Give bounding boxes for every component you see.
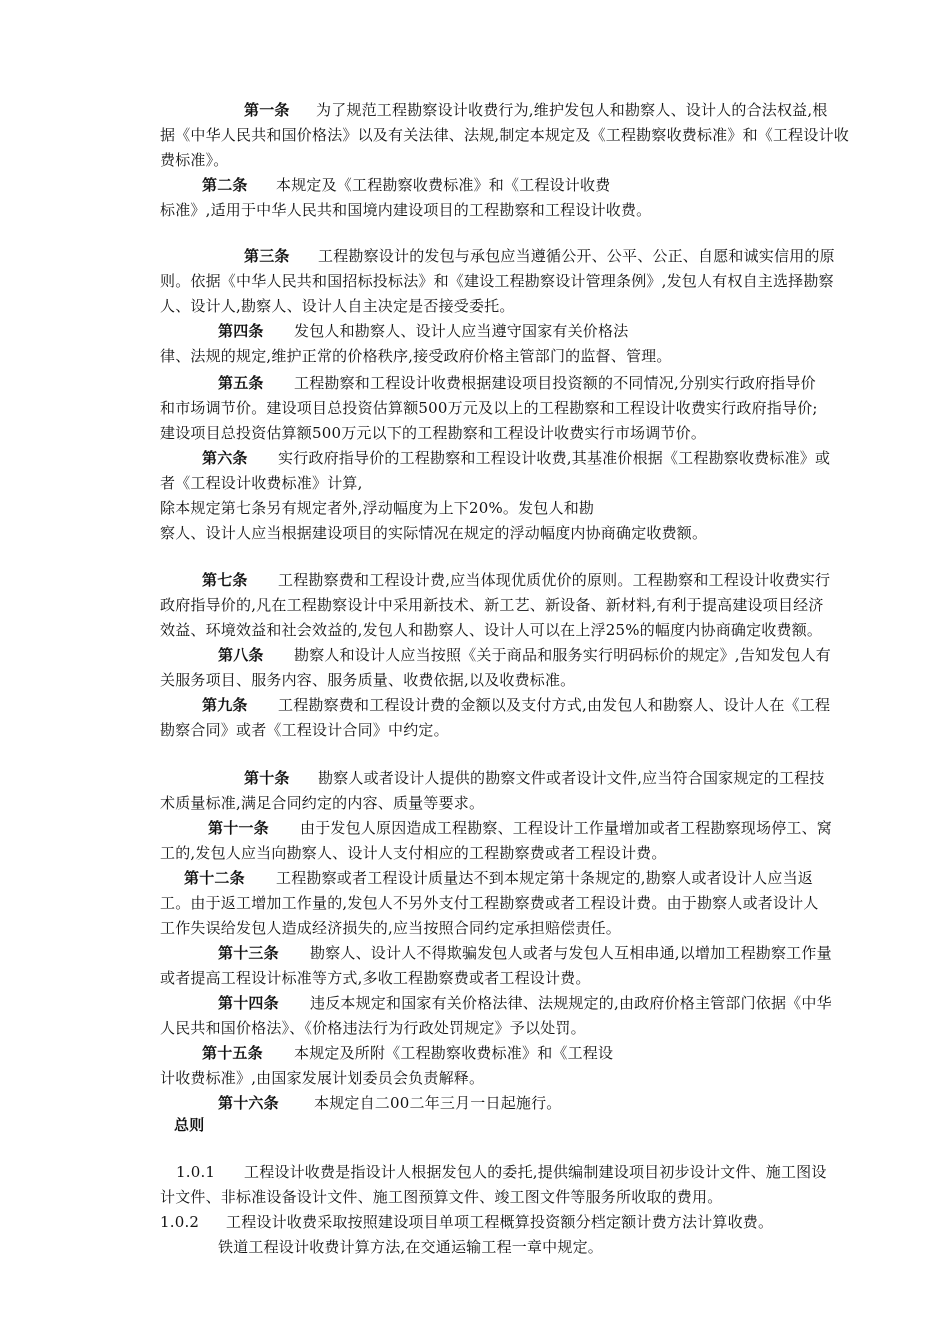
article-10-label: 第十条 bbox=[244, 769, 290, 787]
article-6-label: 第六条 bbox=[202, 449, 248, 467]
article-2-text-1: 本规定及《工程勘察收费标准》和《工程设计收费 bbox=[276, 176, 611, 194]
article-7-text-2: 政府指导价的,凡在工程勘察设计中采用新技术、新工艺、新设备、新材料,有利于提高建设项目经济 bbox=[160, 596, 824, 614]
article-6-line-3 bbox=[160, 497, 884, 519]
article-4-text-2: 律、法规的规定,维护正常的价格秩序,接受政府价格主管部门的监督、管理。 bbox=[160, 347, 672, 365]
article-8-line-1 bbox=[160, 644, 884, 666]
article-15-text-1: 本规定及所附《工程勘察收费标准》和《工程设 bbox=[294, 1044, 614, 1062]
article-4-label: 第四条 bbox=[218, 322, 264, 340]
article-7-text-1: 工程勘察费和工程设计费,应当体现优质优价的原则。工程勘察和工程设计收费实行 bbox=[278, 571, 831, 589]
article-11-text-1: 由于发包人原因造成工程勘察、工程设计工作量增加或者工程勘察现场停工、窝 bbox=[300, 819, 833, 837]
article-11-line-2 bbox=[160, 842, 884, 864]
article-7-line-2 bbox=[160, 594, 884, 616]
article-14-line-2 bbox=[160, 1017, 884, 1039]
article-1-label: 第一条 bbox=[244, 101, 290, 119]
article-6-line-4 bbox=[160, 522, 884, 544]
article-3-text-2: 则。依据《中华人民共和国招标投标法》和《建设工程勘察设计管理条例》,发包人有权自主选择勘察 bbox=[160, 272, 834, 290]
article-6-text-2: 者《工程设计收费标准》计算, bbox=[160, 474, 363, 492]
article-5-label: 第五条 bbox=[218, 374, 264, 392]
article-3-line-1 bbox=[160, 245, 884, 267]
article-15-line-2 bbox=[160, 1067, 884, 1089]
article-3-label: 第三条 bbox=[244, 247, 290, 265]
article-1-line-3 bbox=[160, 149, 884, 171]
article-15-line-1 bbox=[160, 1042, 884, 1064]
article-16-line-1 bbox=[160, 1092, 884, 1114]
clause-1-0-1-line-1 bbox=[160, 1161, 884, 1183]
article-11-label: 第十一条 bbox=[208, 819, 269, 837]
article-3-line-3 bbox=[160, 295, 884, 317]
article-4-line-1 bbox=[160, 320, 884, 342]
article-2-line-2 bbox=[160, 199, 884, 221]
article-1-text-3: 费标准》。 bbox=[160, 151, 229, 169]
article-14-line-1 bbox=[160, 992, 884, 1014]
article-9-line-1 bbox=[160, 694, 884, 716]
article-5-text-2: 和市场调节价。建设项目总投资估算额500万元及以上的工程勘察和工程设计收费实行政府指导价; bbox=[160, 399, 818, 417]
clause-1-0-1-line-2 bbox=[160, 1186, 884, 1208]
article-5-text-3: 建设项目总投资估算额500万元以下的工程勘察和工程设计收费实行市场调节价。 bbox=[160, 424, 707, 442]
article-9-text-2: 勘察合同》或者《工程设计合同》中约定。 bbox=[160, 721, 449, 739]
article-6-text-4: 察人、设计人应当根据建设项目的实际情况在规定的浮动幅度内协商确定收费额。 bbox=[160, 524, 708, 542]
clause-1-0-1-number: 1.0.1 bbox=[176, 1163, 216, 1181]
article-6-line-1 bbox=[160, 447, 884, 469]
article-8-text-2: 关服务项目、服务内容、服务质量、收费依据,以及收费标准。 bbox=[160, 671, 576, 689]
clause-1-0-2-number: 1.0.2 bbox=[160, 1213, 200, 1231]
article-14-label: 第十四条 bbox=[218, 994, 279, 1012]
article-13-text-2: 或者提高工程设计标准等方式,多收工程勘察费或者工程设计费。 bbox=[160, 969, 591, 987]
article-10-text-2: 术质量标准,满足合同约定的内容、质量等要求。 bbox=[160, 794, 485, 812]
article-2-line-1 bbox=[160, 174, 884, 196]
article-5-line-2 bbox=[160, 397, 884, 419]
article-10-line-1 bbox=[160, 767, 884, 789]
article-16-label: 第十六条 bbox=[218, 1094, 279, 1112]
article-12-line-2 bbox=[160, 892, 884, 914]
article-16-text-1: 本规定自二00二年三月一日起施行。 bbox=[314, 1094, 562, 1112]
article-12-line-1 bbox=[160, 867, 884, 889]
article-5-line-1 bbox=[160, 372, 884, 394]
article-8-text-1: 勘察人和设计人应当按照《关于商品和服务实行明码标价的规定》,告知发包人有 bbox=[294, 646, 831, 664]
article-2-label: 第二条 bbox=[202, 176, 248, 194]
article-12-text-1: 工程勘察或者工程设计质量达不到本规定第十条规定的,勘察人或者设计人应当返 bbox=[276, 869, 813, 887]
article-2-text-2: 标准》,适用于中华人民共和国境内建设项目的工程勘察和工程设计收费。 bbox=[160, 201, 652, 219]
article-4-text-1: 发包人和勘察人、设计人应当遵守国家有关价格法 bbox=[294, 322, 629, 340]
article-11-line-1 bbox=[160, 817, 884, 839]
article-3-line-2 bbox=[160, 270, 884, 292]
article-15-label: 第十五条 bbox=[202, 1044, 263, 1062]
article-10-text-1: 勘察人或者设计人提供的勘察文件或者设计文件,应当符合国家规定的工程技 bbox=[318, 769, 825, 787]
article-12-label: 第十二条 bbox=[184, 869, 245, 887]
article-6-line-2 bbox=[160, 472, 884, 494]
article-1-text-2: 据《中华人民共和国价格法》以及有关法律、法规,制定本规定及《工程勘察收费标准》和《工程设计收 bbox=[160, 126, 849, 144]
article-13-text-1: 勘察人、设计人不得欺骗发包人或者与发包人互相串通,以增加工程勘察工作量 bbox=[310, 944, 832, 962]
clause-1-0-1-text-1: 工程设计收费是指设计人根据发包人的委托,提供编制建设项目初步设计文件、施工图设 bbox=[244, 1163, 827, 1181]
article-13-line-2 bbox=[160, 967, 884, 989]
section-heading-line bbox=[160, 1114, 884, 1136]
article-15-text-2: 计收费标准》,由国家发展计划委员会负责解释。 bbox=[160, 1069, 485, 1087]
clause-1-0-2-text-2: 铁道工程设计收费计算方法,在交通运输工程一章中规定。 bbox=[218, 1238, 603, 1256]
clause-1-0-2-line-2 bbox=[160, 1236, 884, 1258]
article-1-line-2 bbox=[160, 124, 884, 146]
article-7-label: 第七条 bbox=[202, 571, 248, 589]
clause-1-0-2-line-1 bbox=[160, 1211, 884, 1233]
article-9-text-1: 工程勘察费和工程设计费的金额以及支付方式,由发包人和勘察人、设计人在《工程 bbox=[278, 696, 831, 714]
article-8-line-2 bbox=[160, 669, 884, 691]
article-5-text-1: 工程勘察和工程设计收费根据建设项目投资额的不同情况,分别实行政府指导价 bbox=[294, 374, 816, 392]
article-5-line-3 bbox=[160, 422, 884, 444]
article-1-line-1 bbox=[160, 99, 884, 121]
article-3-text-3: 人、设计人,勘察人、设计人自主决定是否接受委托。 bbox=[160, 297, 515, 315]
article-4-line-2 bbox=[160, 345, 884, 367]
article-7-line-3 bbox=[160, 619, 884, 641]
article-7-line-1 bbox=[160, 569, 884, 591]
article-6-text-3: 除本规定第七条另有规定者外,浮动幅度为上下20%。发包人和勘 bbox=[160, 499, 595, 517]
article-10-line-2 bbox=[160, 792, 884, 814]
article-14-text-1: 违反本规定和国家有关价格法律、法规规定的,由政府价格主管部门依据《中华 bbox=[310, 994, 832, 1012]
article-11-text-2: 工的,发包人应当向勘察人、设计人支付相应的工程勘察费或者工程设计费。 bbox=[160, 844, 667, 862]
article-8-label: 第八条 bbox=[218, 646, 264, 664]
article-6-text-1: 实行政府指导价的工程勘察和工程设计收费,其基准价根据《工程勘察收费标准》或 bbox=[278, 449, 831, 467]
article-9-label: 第九条 bbox=[202, 696, 248, 714]
article-13-label: 第十三条 bbox=[218, 944, 279, 962]
article-9-line-2 bbox=[160, 719, 884, 741]
article-14-text-2: 人民共和国价格法》、《价格违法行为行政处罚规定》予以处罚。 bbox=[160, 1019, 586, 1037]
article-12-text-3: 工作失误给发包人造成经济损失的,应当按照合同约定承担赔偿责任。 bbox=[160, 919, 621, 937]
section-heading: 总则 bbox=[174, 1116, 205, 1134]
clause-1-0-2-text-1: 工程设计收费采取按照建设项目单项工程概算投资额分档定额计费方法计算收费。 bbox=[226, 1213, 774, 1231]
article-12-text-2: 工。由于返工增加工作量的,发包人不另外支付工程勘察费或者工程设计费。由于勘察人或者设计人 bbox=[160, 894, 819, 912]
article-1-text-1: 为了规范工程勘察设计收费行为,维护发包人和勘察人、设计人的合法权益,根 bbox=[316, 101, 828, 119]
article-13-line-1 bbox=[160, 942, 884, 964]
clause-1-0-1-text-2: 计文件、非标准设备设计文件、施工图预算文件、竣工图文件等服务所收取的费用。 bbox=[160, 1188, 723, 1206]
article-7-text-3: 效益、环境效益和社会效益的,发包人和勘察人、设计人可以在上浮25%的幅度内协商确定收费额。 bbox=[160, 621, 823, 639]
article-12-line-3 bbox=[160, 917, 884, 939]
article-3-text-1: 工程勘察设计的发包与承包应当遵循公开、公平、公正、自愿和诚实信用的原 bbox=[318, 247, 835, 265]
